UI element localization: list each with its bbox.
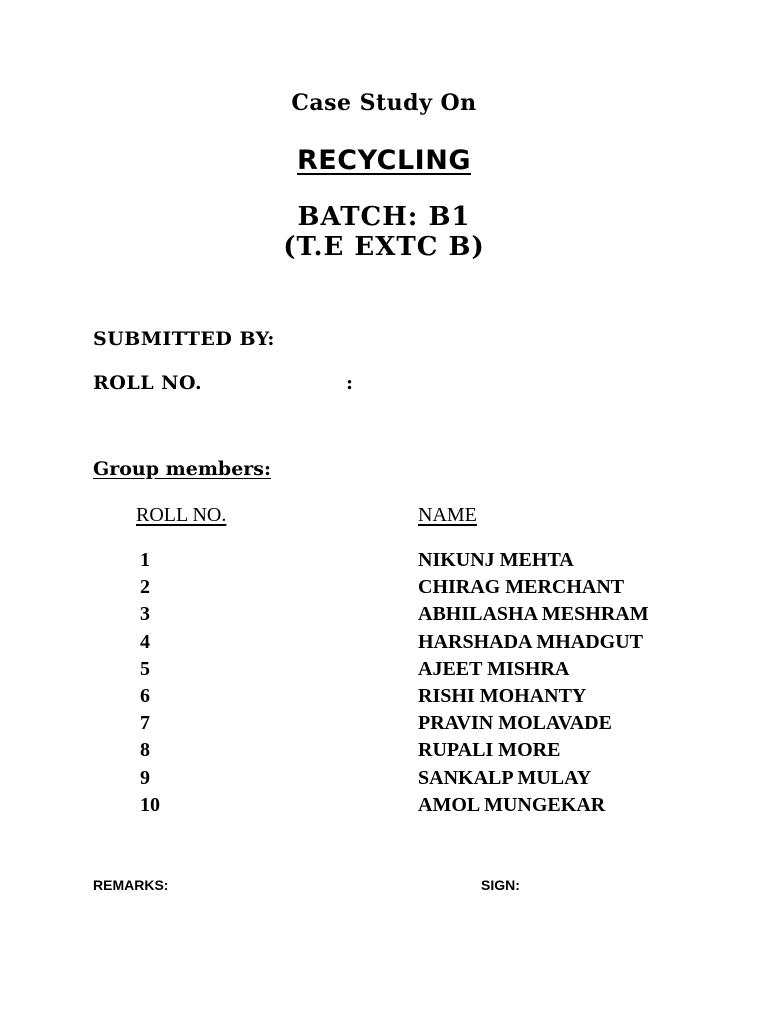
- topic-title: RECYCLING: [297, 145, 471, 176]
- name-column-header: NAME: [418, 504, 477, 526]
- member-roll: 10: [140, 793, 160, 816]
- member-roll: 2: [140, 576, 150, 599]
- submitted-by-label: SUBMITTED BY:: [93, 328, 275, 350]
- case-study-heading: Case Study On: [291, 90, 477, 116]
- member-row: [0, 737, 768, 764]
- member-roll: 1: [140, 549, 150, 571]
- remarks-label: REMARKS:: [93, 877, 169, 893]
- member-name: SANKALP MULAY: [418, 766, 592, 789]
- members-list: [0, 547, 768, 819]
- member-row: [0, 656, 768, 683]
- member-name: ABHILASHA MESHRAM: [418, 603, 649, 626]
- member-roll: 4: [140, 630, 150, 653]
- member-row: [0, 547, 768, 574]
- member-roll: 3: [140, 603, 150, 626]
- roll-no-colon: :: [346, 372, 354, 394]
- member-row: [0, 765, 768, 792]
- member-name: AMOL MUNGEKAR: [418, 793, 606, 816]
- class-line: (T.E EXTC B): [283, 232, 485, 262]
- member-roll: 5: [140, 657, 150, 680]
- group-members-heading: Group members:: [93, 458, 272, 480]
- member-name: AJEET MISHRA: [418, 657, 570, 680]
- member-row: [0, 574, 768, 601]
- member-row: [0, 629, 768, 656]
- member-name: RUPALI MORE: [418, 739, 561, 762]
- member-row: [0, 601, 768, 628]
- member-roll: 7: [140, 712, 150, 735]
- member-row: [0, 792, 768, 819]
- member-name: HARSHADA MHADGUT: [418, 630, 644, 653]
- member-row: [0, 683, 768, 710]
- sign-label: SIGN:: [481, 877, 520, 893]
- batch-block: [0, 202, 768, 262]
- member-roll: 8: [140, 739, 150, 762]
- member-name: NIKUNJ MEHTA: [418, 549, 574, 571]
- member-roll: 9: [140, 766, 150, 789]
- member-row: [0, 710, 768, 737]
- member-name: PRAVIN MOLAVADE: [418, 712, 612, 735]
- member-name: RISHI MOHANTY: [418, 684, 587, 707]
- member-roll: 6: [140, 684, 150, 707]
- roll-column-header: ROLL NO.: [136, 504, 227, 526]
- member-name: CHIRAG MERCHANT: [418, 576, 625, 599]
- batch-line: BATCH: B1: [297, 202, 471, 232]
- roll-no-label: ROLL NO.: [93, 372, 203, 394]
